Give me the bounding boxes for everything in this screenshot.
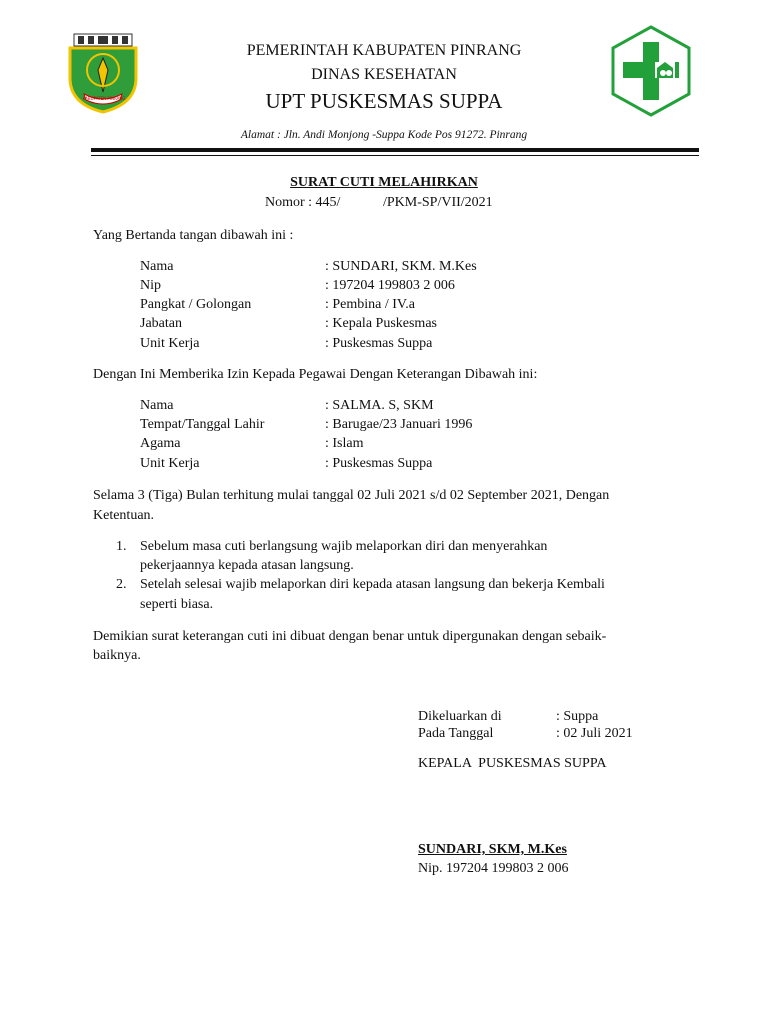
nomor-label: Nomor : 445/	[265, 195, 341, 210]
signer-label: Nip	[140, 278, 161, 293]
term-number: 2.	[116, 577, 127, 592]
employee-label: Nama	[140, 398, 174, 413]
term-text: Setelah selesai wajib melaporkan diri kepada atasan langsung dan bekerja Kembali	[140, 577, 605, 592]
kop-upt: UPT PUSKESMAS SUPPA	[265, 89, 503, 113]
term-number: 1.	[116, 539, 127, 554]
term-text: pekerjaannya kepada atasan langsung.	[140, 558, 354, 573]
issued-date-label: Pada Tanggal	[418, 726, 494, 741]
closing-line: baiknya.	[93, 648, 141, 663]
employee-label: Unit Kerja	[140, 456, 200, 471]
kop-divider-thick	[91, 148, 699, 152]
signer-value: : Puskesmas Suppa	[325, 336, 433, 351]
signer-label: Unit Kerja	[140, 336, 200, 351]
term-text: Sebelum masa cuti berlangsung wajib melaporkan diri dan menyerahkan	[140, 539, 548, 554]
nomor-suffix: /PKM-SP/VII/2021	[383, 195, 493, 210]
term-text: seperti biasa.	[140, 597, 214, 612]
duration-line: Selama 3 (Tiga) Bulan terhitung mulai tanggal 02 Juli 2021 s/d 02 September 2021, Dengan	[93, 488, 610, 503]
signer-value: : Kepala Puskesmas	[325, 316, 437, 331]
kop-alamat: Alamat : Jln. Andi Monjong -Suppa Kode Pos 91272. Pinrang	[240, 129, 528, 141]
employee-value: : SALMA. S, SKM	[325, 398, 434, 413]
issued-place-label: Dikeluarkan di	[418, 709, 502, 724]
intro-text: Yang Bertanda tangan dibawah ini :	[93, 228, 294, 243]
document-title: SURAT CUTI MELAHIRKAN	[290, 175, 478, 190]
signer-label: Nama	[140, 259, 174, 274]
kop-dinas: DINAS KESEHATAN	[311, 66, 457, 83]
employee-value: : Puskesmas Suppa	[325, 456, 433, 471]
employee-value: : Islam	[325, 436, 364, 451]
signer-value: : 197204 199803 2 006	[325, 278, 455, 293]
issued-place-value: : Suppa	[556, 709, 599, 724]
signer-position: KEPALA PUSKESMAS SUPPA	[418, 756, 607, 771]
signer-name: SUNDARI, SKM, M.Kes	[418, 842, 567, 857]
issued-date-value: : 02 Juli 2021	[556, 726, 633, 741]
signer-label: Pangkat / Golongan	[140, 297, 252, 312]
kop-pemerintah: PEMERINTAH KABUPATEN PINRANG	[246, 42, 522, 59]
intro2-text: Dengan Ini Memberika Izin Kepada Pegawai Dengan Keterangan Dibawah ini:	[93, 367, 538, 382]
employee-value: : Barugae/23 Januari 1996	[325, 417, 473, 432]
employee-label: Agama	[140, 436, 181, 451]
employee-label: Tempat/Tanggal Lahir	[140, 417, 265, 432]
signer-nip: Nip. 197204 199803 2 006	[418, 861, 569, 876]
closing-line: Demikian surat keterangan cuti ini dibuat dengan benar untuk dipergunakan dengan sebaik-	[93, 629, 607, 644]
duration-line: Ketentuan.	[93, 508, 155, 523]
signer-label: Jabatan	[140, 316, 182, 331]
signer-value: : SUNDARI, SKM. M.Kes	[325, 259, 477, 274]
logo-ribbon-text: KABUPATEN PINRANG	[82, 96, 126, 101]
kop-divider-thin	[91, 155, 699, 156]
signer-value: : Pembina / IV.a	[325, 297, 415, 312]
